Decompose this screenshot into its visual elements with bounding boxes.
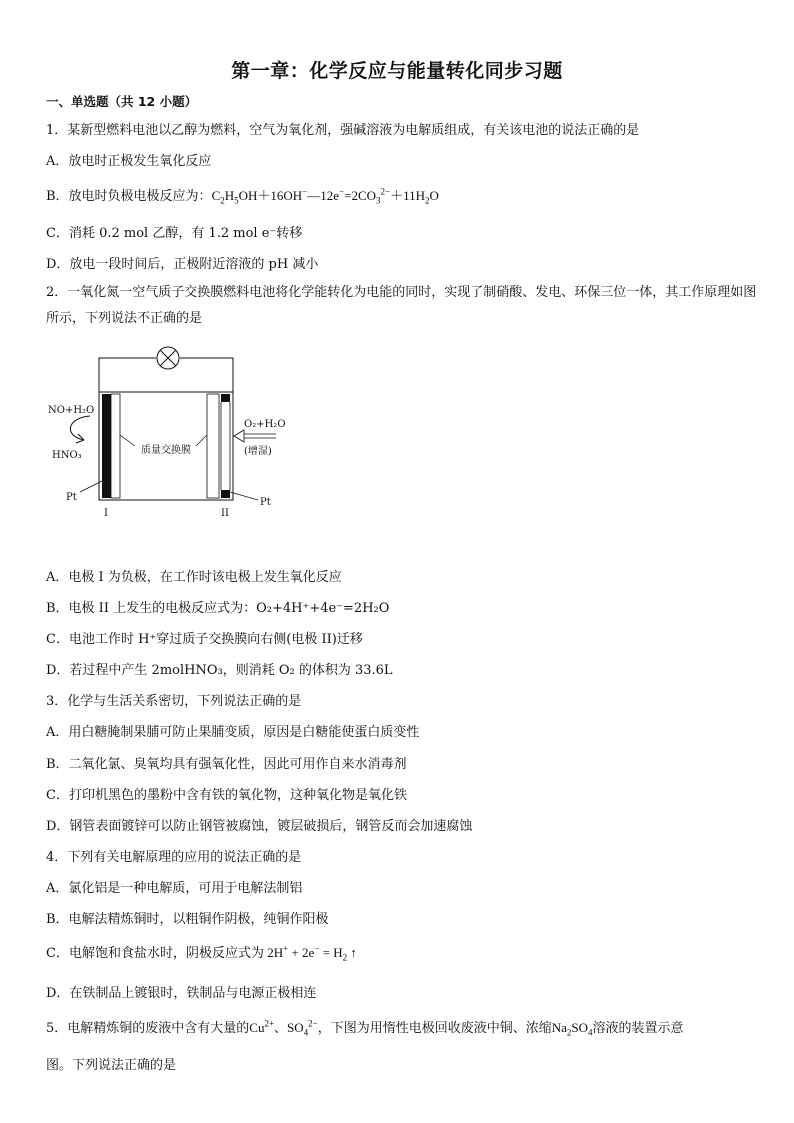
right-inlet-arrow [234, 430, 276, 442]
page-title: 第一章：化学反应与能量转化同步习题 [231, 60, 563, 82]
q4-option-c [46, 942, 357, 963]
q1-option-c: C．消耗 0.2 mol 乙醇，有 1.2 mol e⁻转移 [46, 226, 303, 241]
q5-ion-list: $Cu^{2+}$、$SO_4^{2-}$ [249, 1018, 318, 1038]
q4-option-a: A．氯化铝是一种电解质，可用于电解法制铝 [46, 881, 303, 896]
lamp-icon [157, 347, 179, 369]
right-inlet-label: O₂+H₂O [244, 419, 286, 430]
q1-option-d: D．放电一段时间后，正极附近溶液的 pH 减小 [46, 257, 319, 272]
q3-stem: 3．化学与生活关系密切，下列说法正确的是 [46, 694, 302, 709]
q4-option-d: D．在铁制品上镀银时，铁制品与电源正极相连 [46, 986, 317, 1001]
q2-option-a: A．电极 I 为负极，在工作时该电极上发生氧化反应 [46, 570, 342, 585]
q2-option-d: D．若过程中产生 2molHNO₃，则消耗 O₂ 的体积为 33.6L [46, 663, 393, 678]
q5-stem-part-c: 溶液的装置示意 [592, 1021, 684, 1036]
q3-option-c: C．打印机黑色的墨粉中含有铁的氧化物，这种氧化物是氧化铁 [46, 788, 407, 803]
q5-stem-line2: 图。下列说法正确的是 [46, 1058, 177, 1073]
electrode-i-label: I [104, 508, 108, 519]
pt-right-label: Pt [260, 497, 271, 508]
left-outlet-label: HNO₃ [52, 450, 82, 461]
q4-option-b: B．电解法精炼铜时，以粗铜作阴极，纯铜作阳极 [46, 912, 329, 927]
membrane-label: 质量交换膜 [141, 445, 191, 456]
q3-option-b: B．二氧化氯、臭氧均具有强氧化性，因此可用作自来水消毒剂 [46, 757, 407, 772]
q2-option-b: B．电极 II 上发生的电极反应式为：O₂+4H⁺+4e⁻=2H₂O [46, 601, 390, 616]
q1-option-a: A．放电时正极发生氧化反应 [46, 154, 212, 169]
electrode-ii-bottom [221, 490, 230, 498]
q5-stem-part-a: 5．电解精炼铜的废液中含有大量的 [46, 1021, 250, 1036]
q2-option-c: C．电池工作时 H⁺穿过质子交换膜向右侧(电极 II)迁移 [46, 632, 363, 647]
q3-option-a: A．用白糖腌制果脯可防止果脯变质，原因是白糖能使蛋白质变性 [46, 725, 420, 740]
electrode-ii-label: II [221, 508, 229, 519]
right-note-label: (增湿) [244, 446, 272, 457]
q1-stem: 1．某新型燃料电池以乙醇为燃料，空气为氧化剂，强碱溶液为电解质组成，有关该电池的说法正确的是 [46, 123, 640, 138]
q1-option-b-label: B．放电时负极电极反应为： [46, 189, 212, 204]
q5-stem-part-b: ，下图为用惰性电极回收废液中铜、浓缩 [317, 1021, 552, 1036]
q4-option-c-equation: $2H^+ + 2e^- = H_2$ ↑ [263, 943, 357, 963]
q5-stem-line1 [46, 1017, 684, 1038]
q4-option-c-label: C．电解饱和食盐水时，阴极反应式为 [46, 946, 264, 961]
q5-salt-formula: $Na_2SO_4$ [551, 1020, 593, 1038]
q4-stem: 4．下列有关电解原理的应用的说法正确的是 [46, 850, 302, 865]
q3-option-d: D．钢管表面镀锌可以防止钢管被腐蚀，镀层破损后，钢管反而会加速腐蚀 [46, 819, 473, 834]
fuel-cell-diagram [46, 340, 286, 520]
electrode-ii-top [221, 394, 230, 402]
electrode-i [102, 394, 111, 498]
q1-option-b-equation: $C_2H_5OH+16OH^-—12e^-=2CO_3^{2-}+11H_2O$ [211, 186, 439, 206]
pt-left-label: Pt [66, 492, 77, 503]
q1-option-b [46, 185, 439, 206]
left-inlet-label: NO+H₂O [48, 405, 95, 416]
section-heading: 一、单选题（共 12 小题） [46, 94, 198, 109]
q2-stem: 2．一氧化氮一空气质子交换膜燃料电池将化学能转化为电能的同时，实现了制硝酸、发电、环保三位一体，其工作原理如图所示，下列说法不正确的是 [46, 285, 757, 326]
